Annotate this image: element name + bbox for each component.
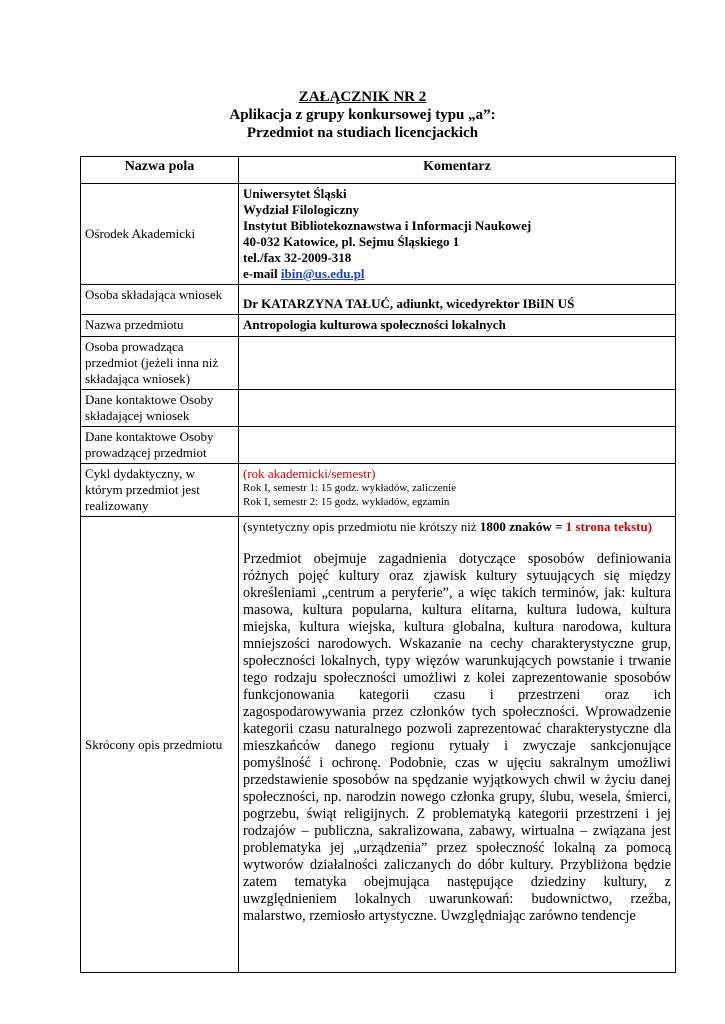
summary-hint (243, 519, 671, 535)
phone: tel./fax 32-2009-318 (243, 250, 352, 265)
label-summary: Skrócony opis przedmiotu (81, 517, 239, 973)
value-applicant-contact (239, 390, 676, 427)
application-form-table (80, 156, 676, 973)
email-link[interactable]: ibin@us.edu.pl (280, 266, 365, 281)
row-lecturer (81, 337, 676, 390)
value-academic-center (239, 184, 676, 285)
row-academic-center (81, 184, 676, 285)
cycle-hint: (rok akademicki/semestr) (243, 466, 376, 481)
email-prefix: e-mail (243, 266, 281, 281)
row-applicant (81, 285, 676, 315)
label-subject: Nazwa przedmiotu (81, 315, 239, 337)
row-lecturer-contact (81, 427, 676, 464)
application-type-title: Aplikacja z grupy konkursowej typu „a”: (229, 107, 496, 123)
row-applicant-contact (81, 390, 676, 427)
value-applicant: Dr KATARZYNA TAŁUĆ, adiunkt, wicedyrektor IBiIN UŚ (239, 285, 676, 315)
label-applicant: Osoba składająca wniosek (81, 285, 239, 315)
summary-hint-a: (syntetyczny opis przedmiotu nie krótszy niż (243, 519, 480, 534)
cycle-semester-2: Rok I, semestr 2: 15 godz. wykładów, egzamin (243, 496, 450, 508)
row-summary (81, 517, 676, 973)
cycle-semester-1: Rok I, semestr 1: 15 godz. wykładów, zaliczenie (243, 482, 457, 494)
address: 40-032 Katowice, pl. Sejmu Śląskiego 1 (243, 234, 460, 249)
value-subject: Antropologia kulturowa społeczności lokalnych (239, 315, 676, 337)
value-lecturer-contact (239, 427, 676, 464)
study-level-title: Przedmiot na studiach licencjackich (246, 125, 479, 141)
label-lecturer-contact: Dane kontaktowe Osoby prowadzącej przedmiot (81, 427, 239, 464)
row-cycle (81, 464, 676, 517)
annex-title: ZAŁĄCZNIK NR 2 (298, 89, 427, 105)
university-name: Uniwersytet Śląski (243, 186, 347, 201)
value-lecturer (239, 337, 676, 390)
header-field-name: Nazwa pola (81, 157, 239, 184)
label-academic-center: Ośrodek Akademicki (81, 184, 239, 285)
summary-hint-d: 1 strona tekstu) (565, 519, 653, 534)
value-summary (239, 517, 676, 973)
summary-hint-c: = (551, 519, 566, 534)
summary-hint-b: 1800 znaków (479, 519, 552, 534)
label-lecturer: Osoba prowadząca przedmiot (jeżeli inna niż składająca wniosek) (81, 337, 239, 390)
faculty-name: Wydział Filologiczny (243, 202, 360, 217)
label-applicant-contact: Dane kontaktowe Osoby składającej wniosek (81, 390, 239, 427)
summary-text: Przedmiot obejmuje zagadnienia dotyczące sposobów definiowania różnych pojęć kultury oraz zjawisk kultury sytuujących się między określeniami „centrum a peryferie”, a więc takich terminów, jak: kultura masowa, kultura popularna, kultura elitarna, kultura ludowa, kultura miejska, kultura wiejska, kultura globalna, kultura narodowa, kultura mniejszości narodowych. Wskazanie na cechy charakterystyczne grup, społeczności lokalnych, typy więzów warunkujących powstanie i trwanie tego rodzaju społeczności umożliwi z kolei zaprezentowanie sposobów funkcjonowania kategorii czasu i przestrzeni oraz ich zagospodarowywania przez członków tych społeczności. Wprowadzenie kategorii czasu naturalnego pozwoli zaprezentować charakterystyczne dla mieszkańców danego regionu rytuały i zwyczaje sankcjonujące pomyślność i ochronę. Podobnie, czas w ujęciu sakralnym umożliwi przedstawienie sposobów na spędzanie wyjątkowych chwil w życiu danej społeczności, np. narodzin nowego członka grupy, ślubu, wesela, śmierci, pogrzebu, świąt religijnych. Z problematyką kategorii przestrzeni i jej rodzajów – publiczna, sakralizowana, zabawy, wirtualna – związana jest problematyka jej „urządzenia” przez społeczność lokalną za pomocą wytworów działalności zaliczanych do dóbr kultury. Przybliżona będzie zatem tematyka obejmująca następujące dziedziny kultury, z uwzględnieniem lokalnych uwarunkowań: budownictwo, rzeźba, malarstwo, rzemiosło artystyczne. Uwzględniając zarówno tendencje (243, 551, 671, 924)
label-cycle: Cykl dydaktyczny, w którym przedmiot jest realizowany (81, 464, 239, 517)
institute-name: Instytut Bibliotekoznawstwa i Informacji Naukowej (243, 218, 532, 233)
row-subject (81, 315, 676, 337)
header-comment: Komentarz (239, 157, 676, 184)
table-header-row (81, 157, 676, 184)
value-cycle (239, 464, 676, 517)
email-line (243, 266, 671, 282)
